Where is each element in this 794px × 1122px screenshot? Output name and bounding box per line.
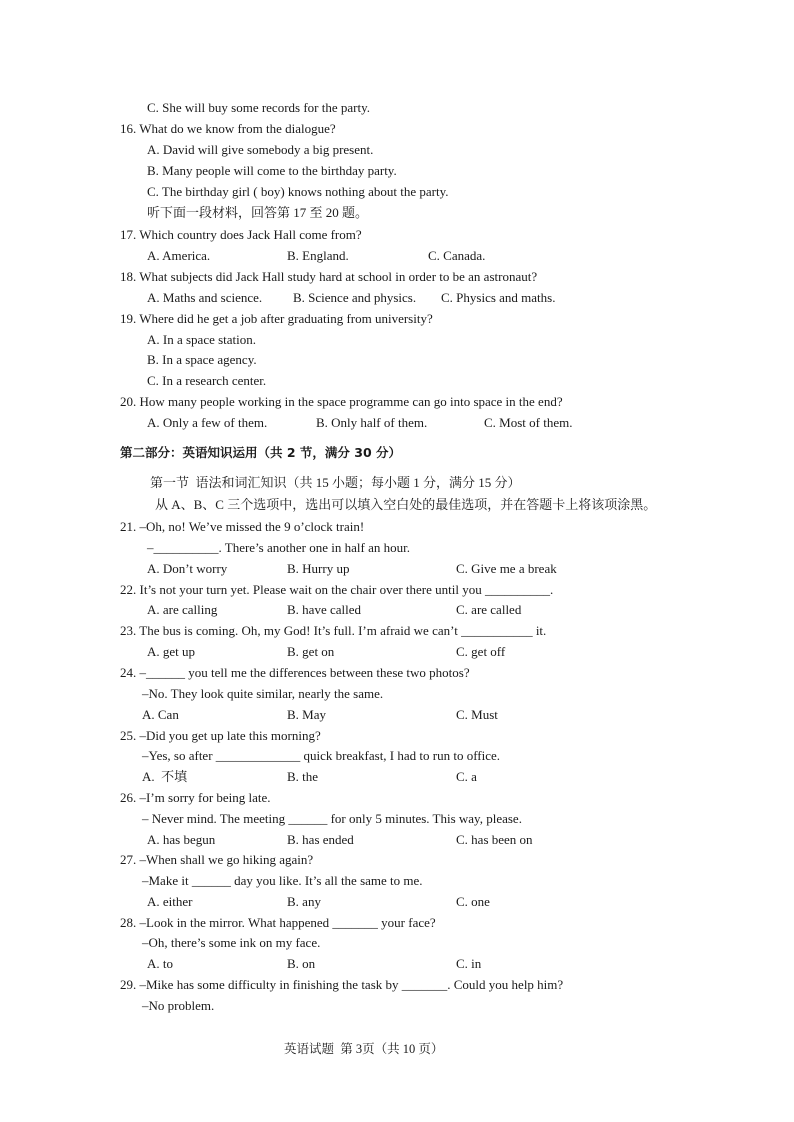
q17-option-a: A. America. [147,248,211,263]
q27-line2: –Make it ______ day you like. It’s all the same to me. [142,873,423,888]
q16-stem: 16. What do we know from the dialogue? [120,121,336,136]
q29-line2: –No problem. [142,998,215,1013]
q16-option-a: A. David will give somebody a big present. [147,142,374,157]
q26-line2: – Never mind. The meeting ______ for only 5 minutes. This way, please. [142,811,522,826]
q28-option-a: A. to [147,956,173,971]
q19-option-c: C. In a research center. [147,373,267,388]
q26-option-c: C. has been on [456,832,533,847]
q28-line2: –Oh, there’s some ink on my face. [142,935,321,950]
q21-option-b: B. Hurry up [287,561,350,576]
q17-stem: 17. Which country does Jack Hall come from? [120,227,362,242]
q20-option-c: C. Most of them. [484,415,573,430]
q18-stem: 18. What subjects did Jack Hall study hard at school in order to be an astronaut? [120,269,538,284]
q26-option-a: A. has begun [147,832,216,847]
q25-option-c: C. a [456,769,477,784]
q24-option-c: C. Must [456,707,498,722]
q19-option-a: A. In a space station. [147,332,257,347]
section1-heading: 第一节 语法和词汇知识（共 15 小题；每小题 1 分，满分 15 分） [150,475,521,490]
q16-option-b: B. Many people will come to the birthday party. [147,163,397,178]
q29-line1: 29. –Mike has some difficulty in finishing the task by _______. Could you help him? [120,977,564,992]
q28-line1: 28. –Look in the mirror. What happened _______ your face? [120,915,436,930]
q26-line1: 26. –I’m sorry for being late. [120,790,271,805]
q25-line2: –Yes, so after _____________ quick breakfast, I had to run to office. [142,748,501,763]
q20-option-b: B. Only half of them. [316,415,428,430]
q26-option-b: B. has ended [287,832,354,847]
q15-option-c: C. She will buy some records for the party. [147,100,370,115]
q23-option-c: C. get off [456,644,506,659]
q24-line1: 24. –______ you tell me the differences between these two photos? [120,665,470,680]
q22-option-c: C. are called [456,602,522,617]
q21-option-a: A. Don’t worry [147,561,228,576]
q19-option-b: B. In a space agency. [147,352,257,367]
q19-stem: 19. Where did he get a job after graduating from university? [120,311,433,326]
q17-option-b: B. England. [287,248,349,263]
q18-option-b: B. Science and physics. [293,290,417,305]
q27-option-a: A. either [147,894,193,909]
q22-option-a: A. are calling [147,602,218,617]
part2-instruction: 从 A、B、C 三个选项中，选出可以填入空白处的最佳选项，并在答题卡上将该项涂黑。 [155,497,657,512]
q21-option-c: C. Give me a break [456,561,557,576]
part2-heading: 第二部分：英语知识运用（共 2 节，满分 30 分） [120,445,402,460]
q27-line1: 27. –When shall we go hiking again? [120,852,314,867]
q18-option-c: C. Physics and maths. [441,290,556,305]
q17-option-c: C. Canada. [428,248,486,263]
page-footer: 英语试题 第 3页（共 10 页） [284,1042,444,1056]
q21-line1: 21. –Oh, no! We’ve missed the 9 o’clock train! [120,519,365,534]
listening-instruction: 听下面一段材料，回答第 17 至 20 题。 [147,205,369,220]
q25-option-a: A. 不填 [142,769,188,784]
q28-option-c: C. in [456,956,482,971]
q23-option-b: B. get on [287,644,335,659]
q22-line1: 22. It’s not your turn yet. Please wait on the chair over there until you __________. [120,582,554,597]
q23-option-a: A. get up [147,644,196,659]
q27-option-b: B. any [287,894,321,909]
q25-line1: 25. –Did you get up late this morning? [120,728,321,743]
q18-option-a: A. Maths and science. [147,290,263,305]
q27-option-c: C. one [456,894,490,909]
q28-option-b: B. on [287,956,316,971]
q24-line2: –No. They look quite similar, nearly the same. [142,686,384,701]
q20-option-a: A. Only a few of them. [147,415,268,430]
q16-option-c: C. The birthday girl ( boy) knows nothing about the party. [147,184,449,199]
q21-line2: –__________. There’s another one in half an hour. [147,540,410,555]
q22-option-b: B. have called [287,602,361,617]
q24-option-a: A. Can [142,707,179,722]
q25-option-b: B. the [287,769,319,784]
q20-stem: 20. How many people working in the space programme can go into space in the end? [120,394,563,409]
q24-option-b: B. May [287,707,326,722]
q23-line1: 23. The bus is coming. Oh, my God! It’s full. I’m afraid we can’t ___________ it. [120,623,547,638]
